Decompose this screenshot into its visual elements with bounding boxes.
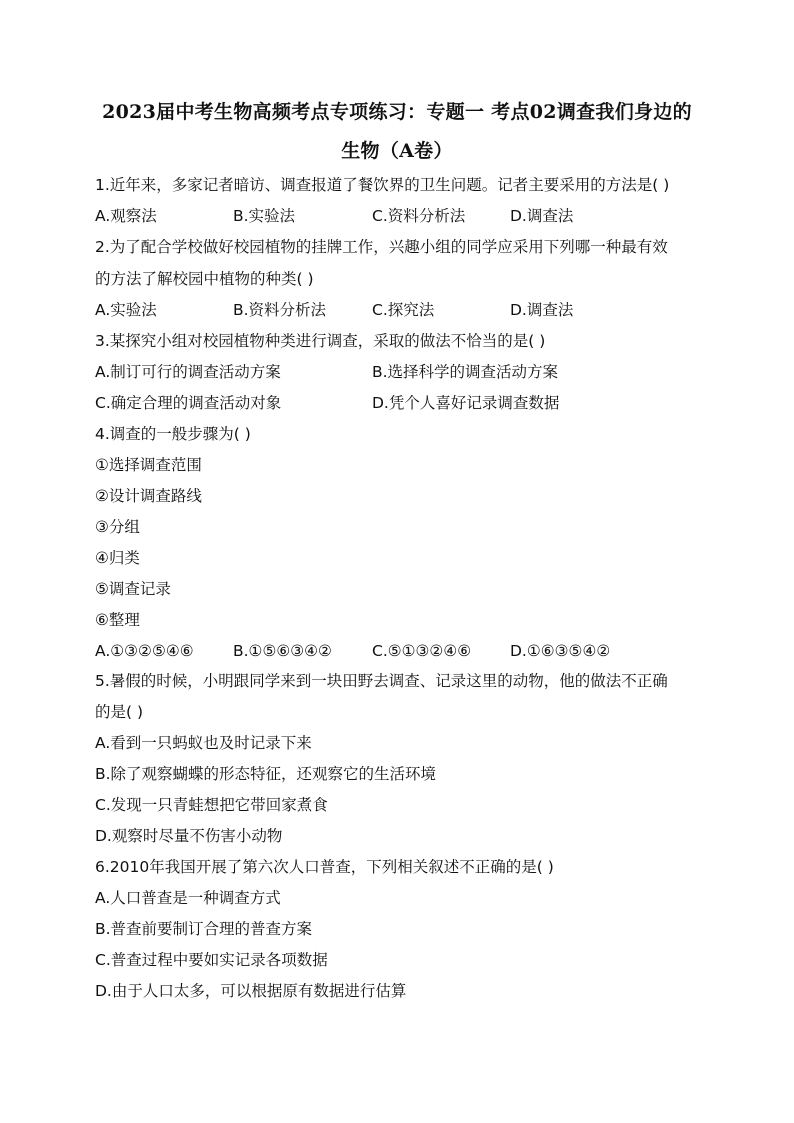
question-5-option-c: C.发现一只青蛙想把它带回家煮食 <box>95 796 328 814</box>
question-4-option-a: A.①③②⑤④⑥ <box>95 642 194 660</box>
question-3-option-c: C.确定合理的调查活动对象 <box>95 394 282 412</box>
question-6-option-d: D.由于人口太多，可以根据原有数据进行估算 <box>95 982 407 1000</box>
question-4-step-3: ③分组 <box>95 518 140 536</box>
question-3-option-d: D.凭个人喜好记录调查数据 <box>372 394 560 412</box>
question-4-option-c: C.⑤①③②④⑥ <box>372 642 472 660</box>
question-2-option-c: C.探究法 <box>372 301 435 319</box>
question-6-stem: 6.2010年我国开展了第六次人口普查，下列相关叙述不正确的是( ) <box>95 858 554 876</box>
page-title-line-1: 2023届中考生物高频考点专项练习：专题一 考点02调查我们身边的 <box>102 101 692 123</box>
question-1-option-a: A.观察法 <box>95 207 157 225</box>
question-5-option-a: A.看到一只蚂蚁也及时记录下来 <box>95 734 312 752</box>
question-4-step-2: ②设计调查路线 <box>95 487 202 505</box>
question-6-option-c: C.普查过程中要如实记录各项数据 <box>95 951 328 969</box>
question-4-option-d: D.①⑥③⑤④② <box>510 642 611 660</box>
question-1-option-b: B.实验法 <box>233 207 296 225</box>
question-5-stem-line-1: 5.暑假的时候，小明跟同学来到一块田野去调查、记录这里的动物，他的做法不正确 <box>95 672 668 690</box>
question-2-stem-line-2: 的方法了解校园中植物的种类( ) <box>95 270 314 288</box>
question-1-stem: 1.近年来，多家记者暗访、调查报道了餐饮界的卫生问题。记者主要采用的方法是( ) <box>95 176 670 194</box>
question-6-option-a: A.人口普查是一种调查方式 <box>95 889 281 907</box>
question-5-option-d: D.观察时尽量不伤害小动物 <box>95 827 283 845</box>
question-2-option-a: A.实验法 <box>95 301 157 319</box>
question-4-step-4: ④归类 <box>95 549 140 567</box>
question-2-option-b: B.资料分析法 <box>233 301 327 319</box>
question-4-step-6: ⑥整理 <box>95 611 140 629</box>
question-4-step-5: ⑤调查记录 <box>95 580 171 598</box>
page-title-line-2: 生物（A卷） <box>341 140 453 162</box>
question-4-stem: 4.调查的一般步骤为( ) <box>95 425 251 443</box>
question-1-option-c: C.资料分析法 <box>372 207 466 225</box>
question-3-option-a: A.制订可行的调查活动方案 <box>95 363 281 381</box>
question-4-option-b: B.①⑤⑥③④② <box>233 642 332 660</box>
question-2-stem-line-1: 2.为了配合学校做好校园植物的挂牌工作，兴趣小组的同学应采用下列哪一种最有效 <box>95 238 668 256</box>
question-5-stem-line-2: 的是( ) <box>95 703 144 721</box>
question-6-option-b: B.普查前要制订合理的普查方案 <box>95 920 313 938</box>
question-2-option-d: D.调查法 <box>510 301 574 319</box>
question-4-step-1: ①选择调查范围 <box>95 456 202 474</box>
question-3-option-b: B.选择科学的调查活动方案 <box>372 363 559 381</box>
question-3-stem: 3.某探究小组对校园植物种类进行调查，采取的做法不恰当的是( ) <box>95 332 546 350</box>
question-1-option-d: D.调查法 <box>510 207 574 225</box>
question-5-option-b: B.除了观察蝴蝶的形态特征，还观察它的生活环境 <box>95 765 437 783</box>
